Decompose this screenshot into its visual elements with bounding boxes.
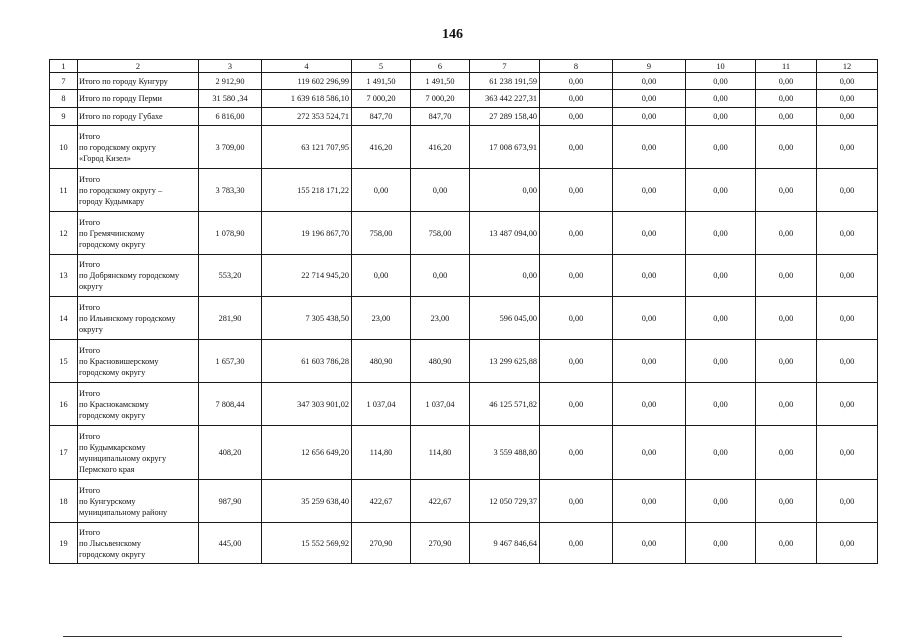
row-number-cell: 16: [50, 383, 78, 426]
territory-name-line: Итого: [79, 485, 101, 495]
value-cell: 61 603 786,28: [262, 340, 352, 383]
value-cell: 3 783,30: [199, 169, 262, 212]
value-cell: 0,00: [540, 90, 613, 108]
value-cell: 0,00: [540, 480, 613, 523]
value-cell: 0,00: [686, 383, 756, 426]
value-cell: 0,00: [411, 255, 470, 297]
territory-name-line: по Кунгурскому: [79, 496, 136, 506]
row-number-cell: 15: [50, 340, 78, 383]
column-number: 12: [817, 60, 878, 73]
value-cell: 987,90: [199, 480, 262, 523]
value-cell: 480,90: [352, 340, 411, 383]
territory-name-cell: [78, 126, 199, 169]
territory-name-line: муниципальному району: [79, 507, 168, 517]
value-cell: 0,00: [686, 297, 756, 340]
territory-name-line: Итого по городу Перми: [79, 94, 162, 103]
value-cell: 22 714 945,20: [262, 255, 352, 297]
value-cell: 0,00: [613, 126, 686, 169]
value-cell: 0,00: [756, 340, 817, 383]
value-cell: 7 000,20: [352, 90, 411, 108]
value-cell: 0,00: [613, 426, 686, 480]
territory-name-cell: [78, 523, 199, 564]
territory-name-line: Пермского края: [79, 464, 135, 474]
territory-name-line: муниципальному округу: [79, 453, 167, 463]
value-cell: 0,00: [470, 169, 540, 212]
column-number: 3: [199, 60, 262, 73]
value-cell: 1 491,50: [411, 73, 470, 90]
value-cell: 0,00: [540, 212, 613, 255]
value-cell: 31 580 ,34: [199, 90, 262, 108]
territory-name-line: Итого: [79, 431, 101, 441]
territory-name-line: городскому округу: [79, 367, 146, 377]
value-cell: 61 238 191,59: [470, 73, 540, 90]
territory-name-cell: [78, 297, 199, 340]
value-cell: 0,00: [817, 480, 878, 523]
value-cell: 0,00: [613, 90, 686, 108]
value-cell: 114,80: [352, 426, 411, 480]
value-cell: 0,00: [686, 126, 756, 169]
territory-name-line: городскому округу: [79, 549, 146, 559]
table-row: [50, 297, 878, 340]
value-cell: 0,00: [817, 523, 878, 564]
value-cell: 13 299 625,88: [470, 340, 540, 383]
value-cell: 0,00: [686, 212, 756, 255]
table-row: [50, 126, 878, 169]
value-cell: 12 050 729,37: [470, 480, 540, 523]
value-cell: 1 037,04: [352, 383, 411, 426]
value-cell: 1 037,04: [411, 383, 470, 426]
column-number: 9: [613, 60, 686, 73]
page-bottom-rule: [63, 636, 842, 637]
territory-name-line: по Ильинскому городскому: [79, 313, 176, 323]
value-cell: 0,00: [756, 73, 817, 90]
value-cell: 0,00: [817, 340, 878, 383]
value-cell: 596 045,00: [470, 297, 540, 340]
column-number-row: [50, 60, 878, 73]
table-row: [50, 426, 878, 480]
row-number-cell: 8: [50, 90, 78, 108]
value-cell: 1 639 618 586,10: [262, 90, 352, 108]
value-cell: 0,00: [686, 90, 756, 108]
column-number: 4: [262, 60, 352, 73]
column-number: 11: [756, 60, 817, 73]
territory-name-cell: [78, 480, 199, 523]
value-cell: 15 552 569,92: [262, 523, 352, 564]
row-number-cell: 12: [50, 212, 78, 255]
territory-name-cell: [78, 383, 199, 426]
territory-name-line: округу: [79, 324, 103, 334]
value-cell: 12 656 649,20: [262, 426, 352, 480]
value-cell: 0,00: [756, 90, 817, 108]
value-cell: 281,90: [199, 297, 262, 340]
value-cell: 114,80: [411, 426, 470, 480]
value-cell: 17 008 673,91: [470, 126, 540, 169]
row-number-cell: 19: [50, 523, 78, 564]
value-cell: 0,00: [817, 426, 878, 480]
territory-name-line: округу: [79, 282, 103, 291]
value-cell: 2 912,90: [199, 73, 262, 90]
value-cell: 46 125 571,82: [470, 383, 540, 426]
row-number-cell: 9: [50, 108, 78, 126]
value-cell: 0,00: [613, 340, 686, 383]
value-cell: 0,00: [756, 212, 817, 255]
territory-name-cell: [78, 340, 199, 383]
value-cell: 0,00: [470, 255, 540, 297]
value-cell: 0,00: [540, 126, 613, 169]
territory-name-cell: [78, 255, 199, 297]
value-cell: 63 121 707,95: [262, 126, 352, 169]
value-cell: 155 218 171,22: [262, 169, 352, 212]
value-cell: 1 657,30: [199, 340, 262, 383]
value-cell: 0,00: [352, 169, 411, 212]
row-number-cell: 17: [50, 426, 78, 480]
value-cell: 847,70: [411, 108, 470, 126]
value-cell: 0,00: [756, 426, 817, 480]
value-cell: 347 303 901,02: [262, 383, 352, 426]
value-cell: 0,00: [756, 383, 817, 426]
value-cell: 23,00: [352, 297, 411, 340]
value-cell: 0,00: [817, 297, 878, 340]
column-number: 7: [470, 60, 540, 73]
value-cell: 0,00: [756, 297, 817, 340]
value-cell: 0,00: [613, 169, 686, 212]
territory-name-line: по Кудымкарскому: [79, 442, 146, 452]
territory-name-line: Итого: [79, 527, 101, 537]
table-row: [50, 523, 878, 564]
value-cell: 23,00: [411, 297, 470, 340]
value-cell: 119 602 296,99: [262, 73, 352, 90]
value-cell: 0,00: [686, 255, 756, 297]
value-cell: 270,90: [352, 523, 411, 564]
value-cell: 0,00: [613, 480, 686, 523]
table-row: [50, 383, 878, 426]
value-cell: 9 467 846,64: [470, 523, 540, 564]
territory-name-cell: [78, 426, 199, 480]
value-cell: 0,00: [817, 126, 878, 169]
value-cell: 408,20: [199, 426, 262, 480]
territory-name-line: Итого по городу Губахе: [79, 112, 163, 121]
value-cell: 0,00: [411, 169, 470, 212]
value-cell: 0,00: [540, 340, 613, 383]
territory-name-line: Итого: [79, 217, 101, 227]
value-cell: 3 709,00: [199, 126, 262, 169]
territory-name-line: по Лысьвенскому: [79, 538, 142, 548]
value-cell: 0,00: [613, 255, 686, 297]
value-cell: 0,00: [756, 126, 817, 169]
value-cell: 0,00: [686, 523, 756, 564]
territory-name-line: по Гремячинскому: [79, 228, 145, 238]
value-cell: 27 289 158,40: [470, 108, 540, 126]
table-row: [50, 212, 878, 255]
value-cell: 270,90: [411, 523, 470, 564]
row-number-cell: 13: [50, 255, 78, 297]
value-cell: 7 808,44: [199, 383, 262, 426]
territory-name-cell: [78, 212, 199, 255]
value-cell: 0,00: [352, 255, 411, 297]
row-number-cell: 18: [50, 480, 78, 523]
value-cell: 0,00: [613, 383, 686, 426]
value-cell: 7 305 438,50: [262, 297, 352, 340]
value-cell: 19 196 867,70: [262, 212, 352, 255]
value-cell: 3 559 488,80: [470, 426, 540, 480]
page-number: 146: [442, 27, 463, 42]
territory-name-line: городскому округу: [79, 239, 146, 249]
value-cell: 758,00: [411, 212, 470, 255]
column-number: 5: [352, 60, 411, 73]
value-cell: 847,70: [352, 108, 411, 126]
territory-name-line: Итого: [79, 174, 101, 184]
territory-name-cell: [78, 108, 199, 126]
value-cell: 0,00: [756, 108, 817, 126]
value-cell: 0,00: [756, 480, 817, 523]
table-row: [50, 90, 878, 108]
value-cell: 35 259 638,40: [262, 480, 352, 523]
territory-name-line: по городскому округу: [79, 142, 156, 152]
value-cell: 0,00: [540, 255, 613, 297]
value-cell: 0,00: [540, 73, 613, 90]
data-table: [49, 59, 878, 564]
column-number: 8: [540, 60, 613, 73]
value-cell: 0,00: [817, 169, 878, 212]
value-cell: 363 442 227,31: [470, 90, 540, 108]
territory-name-cell: [78, 90, 199, 108]
row-number-cell: 10: [50, 126, 78, 169]
value-cell: 416,20: [411, 126, 470, 169]
value-cell: 7 000,20: [411, 90, 470, 108]
row-number-cell: 14: [50, 297, 78, 340]
value-cell: 0,00: [540, 169, 613, 212]
value-cell: 758,00: [352, 212, 411, 255]
territory-name-line: Итого по городу Кунгуру: [79, 76, 168, 86]
value-cell: 0,00: [817, 108, 878, 126]
table-row: [50, 169, 878, 212]
value-cell: 6 816,00: [199, 108, 262, 126]
value-cell: 0,00: [756, 523, 817, 564]
value-cell: 0,00: [613, 297, 686, 340]
territory-name-line: «Город Кизел»: [79, 153, 131, 163]
territory-name-line: Итого: [79, 260, 101, 269]
value-cell: 0,00: [540, 383, 613, 426]
territory-name-line: по Красновишерскому: [79, 356, 159, 366]
value-cell: 0,00: [613, 212, 686, 255]
value-cell: 0,00: [540, 108, 613, 126]
value-cell: 1 078,90: [199, 212, 262, 255]
territory-name-cell: [78, 169, 199, 212]
value-cell: 0,00: [817, 383, 878, 426]
value-cell: 0,00: [540, 426, 613, 480]
value-cell: 1 491,50: [352, 73, 411, 90]
value-cell: 422,67: [352, 480, 411, 523]
table-row: [50, 480, 878, 523]
territory-name-line: городу Кудымкару: [79, 196, 145, 206]
territory-name-line: по городскому округу –: [79, 185, 163, 195]
value-cell: 553,20: [199, 255, 262, 297]
value-cell: 0,00: [613, 523, 686, 564]
table-row: [50, 340, 878, 383]
value-cell: 0,00: [756, 255, 817, 297]
value-cell: 0,00: [686, 169, 756, 212]
value-cell: 0,00: [540, 523, 613, 564]
value-cell: 0,00: [686, 73, 756, 90]
column-number: 2: [78, 60, 199, 73]
value-cell: 445,00: [199, 523, 262, 564]
territory-name-line: Итого: [79, 302, 101, 312]
value-cell: 0,00: [817, 90, 878, 108]
table-row: [50, 108, 878, 126]
value-cell: 0,00: [817, 212, 878, 255]
value-cell: 0,00: [756, 169, 817, 212]
value-cell: 0,00: [613, 73, 686, 90]
value-cell: 0,00: [817, 255, 878, 297]
value-cell: 0,00: [817, 73, 878, 90]
column-number: 10: [686, 60, 756, 73]
territory-name-line: по Краснокамскому: [79, 399, 149, 409]
value-cell: 416,20: [352, 126, 411, 169]
value-cell: 13 487 094,00: [470, 212, 540, 255]
territory-name-line: по Добрянскому городскому: [79, 271, 180, 280]
territory-name-line: Итого: [79, 345, 101, 355]
territory-name-line: Итого: [79, 131, 101, 141]
territory-name-line: городскому округу: [79, 410, 146, 420]
value-cell: 480,90: [411, 340, 470, 383]
table-row: [50, 73, 878, 90]
territory-name-cell: [78, 73, 199, 90]
value-cell: 272 353 524,71: [262, 108, 352, 126]
value-cell: 0,00: [613, 108, 686, 126]
row-number-cell: 7: [50, 73, 78, 90]
value-cell: 0,00: [686, 480, 756, 523]
value-cell: 0,00: [686, 108, 756, 126]
column-number: 6: [411, 60, 470, 73]
value-cell: 0,00: [686, 426, 756, 480]
value-cell: 422,67: [411, 480, 470, 523]
table-row: [50, 255, 878, 297]
value-cell: 0,00: [540, 297, 613, 340]
column-number: 1: [50, 60, 78, 73]
territory-name-line: Итого: [79, 388, 101, 398]
row-number-cell: 11: [50, 169, 78, 212]
value-cell: 0,00: [686, 340, 756, 383]
